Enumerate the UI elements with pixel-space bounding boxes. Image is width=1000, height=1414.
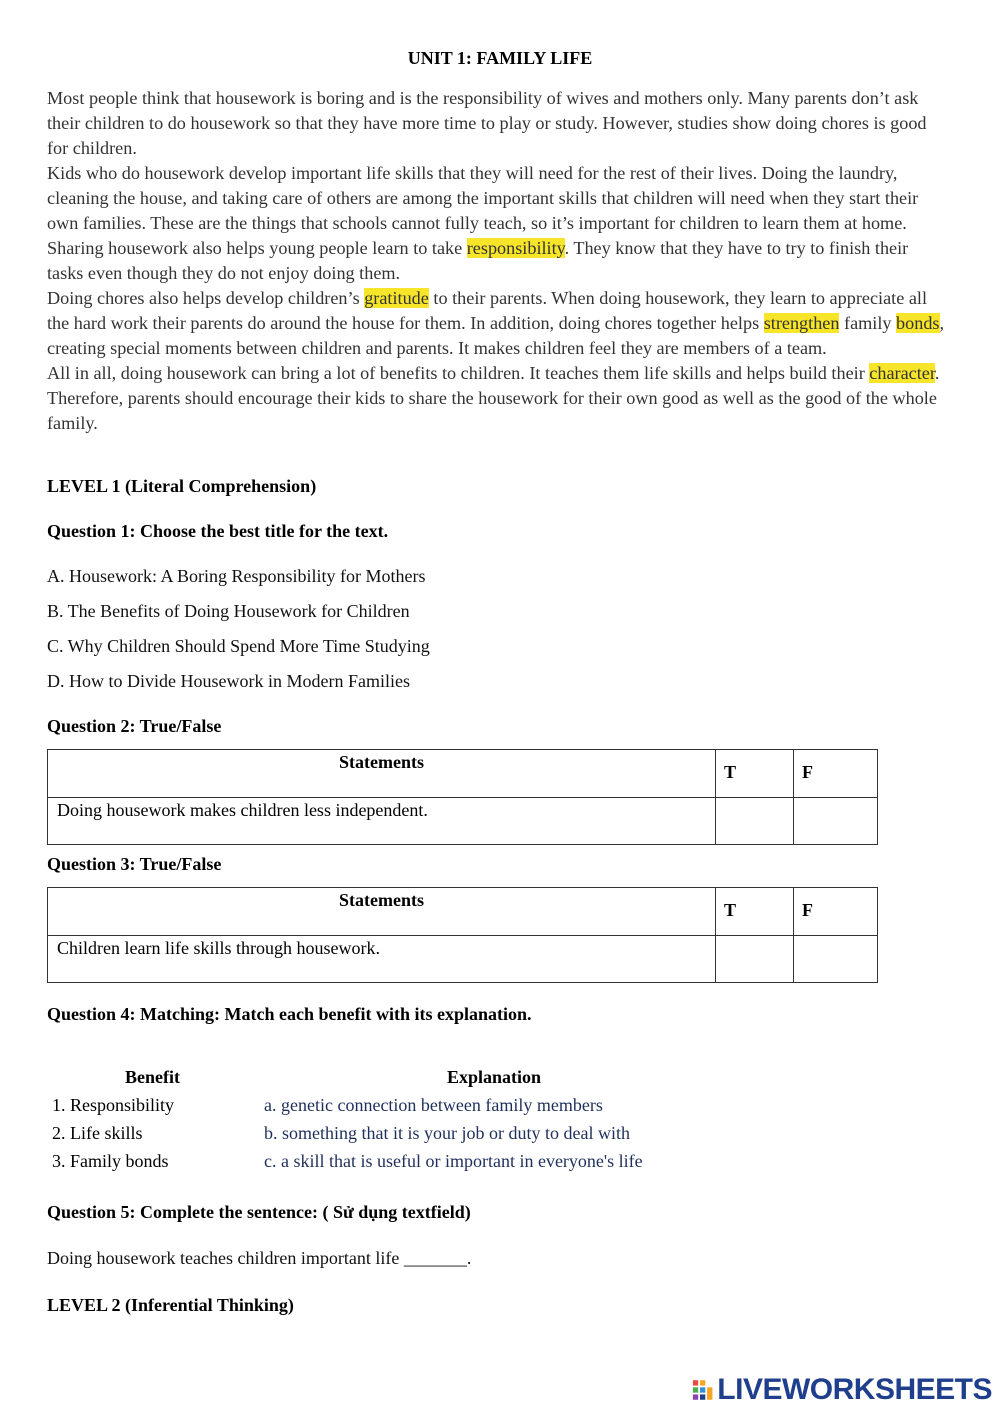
highlighted-word-gratitude: gratitude [364,288,429,308]
passage-text: . They know that they have to try to finish their tasks even though they do not enjoy doing them. [47,238,909,283]
question-1-heading: Question 1: Choose the best title for the text. [47,521,389,541]
passage-text: family [839,313,897,333]
explanation-item-a[interactable]: a. genetic connection between family members [264,1095,603,1115]
level-2-heading: LEVEL 2 (Inferential Thinking) [47,1295,294,1315]
passage-text: . Therefore, parents should encourage their kids to share the housework for their own good as well as the good of the whole family. [47,363,940,433]
q5-sentence[interactable]: Doing housework teaches children important life _______. [47,1248,472,1268]
benefit-item-2[interactable]: 2. Life skills [52,1123,143,1143]
q2-false-cell[interactable] [794,798,878,845]
benefit-item-1[interactable]: 1. Responsibility [52,1095,175,1115]
false-header: F [794,750,878,798]
q1-option-c[interactable]: C. Why Children Should Spend More Time Studying [47,636,430,656]
highlighted-word-responsibility: responsibility [466,238,565,258]
question-2-heading: Question 2: True/False [47,716,222,736]
passage-text: , creating special moments between children and parents. It makes children feel they are members of a team. [47,313,945,358]
q1-option-a[interactable]: A. Housework: A Boring Responsibility for Mothers [47,566,426,586]
question-4-instruction: : Match each benefit with its explanation. [214,1004,532,1024]
logo-text: LIVEWORKSHEETS [717,1373,992,1406]
q2-true-cell[interactable] [716,798,794,845]
logo-icon [692,1377,713,1403]
passage-paragraph-4 [47,361,947,436]
passage-text: Kids who do housework develop important life skills that they will need for the rest of their lives. Doing the laundry, cleaning the house, and taking care of others are among the important skills that children will need when they start their own families. These are the things that schools cannot fully teach, so it’s important for children to learn them at home. Sharing housework also helps young people learn to take [47,163,919,258]
q3-true-false-table [47,887,878,983]
q3-true-cell[interactable] [716,936,794,983]
true-header: T [716,750,794,798]
highlighted-word-strengthen: strengthen [763,313,840,333]
question-4-heading [47,1004,532,1025]
passage-text: to their parents. When doing housework, they learn to appreciate all the hard work their parents do around the house for them. In addition, doing chores together helps [47,288,927,333]
question-4-label: Question 4: Matching [47,1004,215,1024]
q2-statement: Doing housework makes children less independent. [48,798,716,845]
passage-paragraph-1: Most people think that housework is boring and is the responsibility of wives and mothers only. Many parents don’t ask their children to do housework so that they have more time to play or study. However, studies show doing chores is good for children. [47,88,927,158]
liveworksheets-logo [692,1373,992,1407]
highlighted-word-bonds: bonds [896,313,940,333]
passage-paragraph-2 [47,161,947,286]
q2-true-false-table [47,749,878,845]
benefit-item-3[interactable]: 3. Family bonds [52,1151,169,1171]
true-header: T [716,888,794,936]
question-3-heading: Question 3: True/False [47,854,222,874]
reading-passage [47,86,947,436]
question-5-heading: Question 5: Complete the sentence: ( Sử dụng textfield) [47,1202,471,1222]
highlighted-word-character: character [869,363,935,383]
passage-text: Doing chores also helps develop children’s [47,288,365,308]
benefit-header: Benefit [125,1067,180,1087]
explanation-header: Explanation [447,1067,542,1087]
q3-false-cell[interactable] [794,936,878,983]
passage-paragraph-3 [47,286,947,361]
q3-statement: Children learn life skills through housework. [48,936,716,983]
q1-option-b[interactable]: B. The Benefits of Doing Housework for Children [47,601,410,621]
statements-header: Statements [48,750,716,798]
explanation-item-b[interactable]: b. something that it is your job or duty to deal with [264,1123,630,1143]
statements-header: Statements [48,888,716,936]
level-1-heading: LEVEL 1 (Literal Comprehension) [47,476,317,496]
passage-text: All in all, doing housework can bring a lot of benefits to children. It teaches them life skills and helps build their [47,363,870,383]
false-header: F [794,888,878,936]
q1-option-d[interactable]: D. How to Divide Housework in Modern Families [47,671,410,691]
explanation-item-c[interactable]: c. a skill that is useful or important in everyone's life [264,1151,643,1171]
page-title: UNIT 1: FAMILY LIFE [407,48,593,68]
